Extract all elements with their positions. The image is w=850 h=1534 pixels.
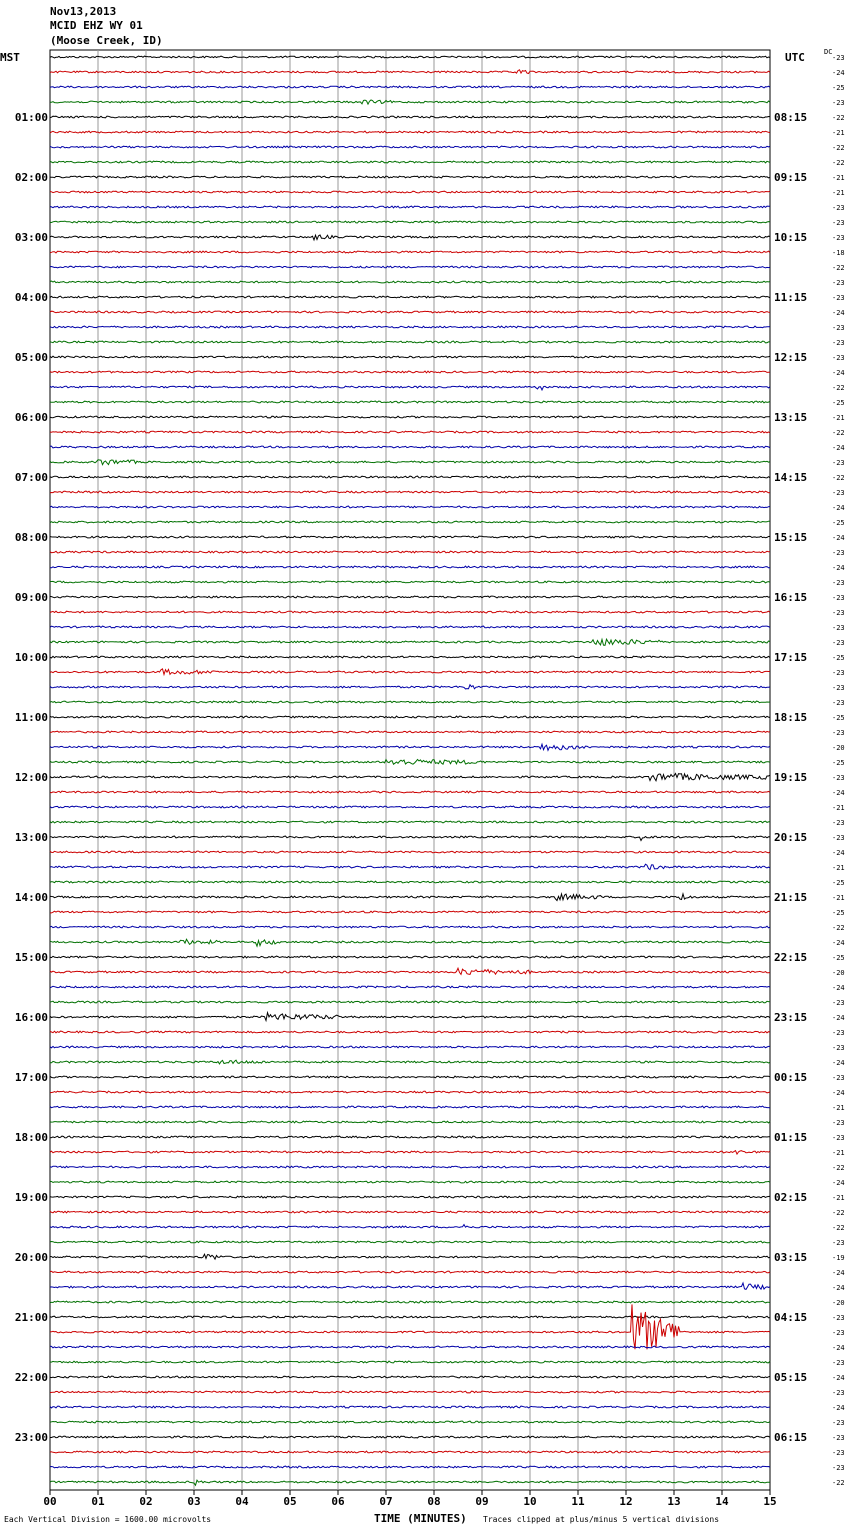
left-hour-label: 12:00 — [14, 771, 48, 784]
seismic-trace — [50, 296, 770, 298]
right-hour-label: 18:15 — [774, 711, 808, 724]
seismic-trace — [50, 1391, 770, 1393]
station-location: (Moose Creek, ID) — [50, 34, 163, 47]
dc-offset-value: -23 — [832, 1464, 845, 1472]
seismic-trace — [50, 416, 770, 418]
seismic-trace — [50, 1346, 770, 1348]
seismic-trace — [50, 1225, 770, 1228]
seismic-trace — [50, 551, 770, 553]
right-hour-label: 09:15 — [774, 171, 808, 184]
left-hour-label: 16:00 — [14, 1011, 48, 1024]
dc-offset-value: -23 — [832, 339, 845, 347]
left-hour-label: 17:00 — [14, 1071, 48, 1084]
seismic-trace — [50, 1196, 770, 1198]
seismic-trace — [50, 1031, 770, 1033]
dc-offset-value: -24 — [832, 1404, 845, 1412]
x-tick-label: 06 — [331, 1495, 345, 1508]
dc-offset-value: -21 — [832, 864, 845, 872]
x-axis-title: TIME (MINUTES) — [374, 1512, 467, 1525]
x-tick-label: 03 — [187, 1495, 201, 1508]
x-tick-label: 04 — [235, 1495, 249, 1508]
dc-offset-value: -23 — [832, 54, 845, 62]
dc-offset-value: -22 — [832, 1209, 845, 1217]
right-hour-label: 20:15 — [774, 831, 808, 844]
seismic-trace — [50, 566, 770, 568]
seismic-trace — [50, 116, 770, 118]
seismic-trace — [50, 1436, 770, 1438]
seismic-trace — [50, 1466, 770, 1468]
seismic-trace — [50, 100, 770, 104]
seismic-trace — [50, 1166, 770, 1168]
x-tick-label: 09 — [475, 1495, 489, 1508]
seismic-trace — [50, 881, 770, 883]
dc-offset-value: -24 — [832, 1269, 845, 1277]
seismic-trace — [50, 371, 770, 373]
right-hour-label: 23:15 — [774, 1011, 808, 1024]
clip-note: Traces clipped at plus/minus 5 vertical divisions — [483, 1515, 720, 1524]
dc-offset-value: -21 — [832, 189, 845, 197]
dc-offset-value: -24 — [832, 1089, 845, 1097]
dc-offset-value: -23 — [832, 1434, 845, 1442]
dc-offset-value: -21 — [832, 894, 845, 902]
seismic-trace — [50, 1304, 770, 1349]
x-tick-label: 15 — [763, 1495, 777, 1508]
dc-offset-value: -25 — [832, 519, 845, 527]
dc-offset-value: -22 — [832, 264, 845, 272]
dc-offset-value: -24 — [832, 1284, 845, 1292]
x-tick-label: 07 — [379, 1495, 393, 1508]
dc-offset-value: -23 — [832, 1359, 845, 1367]
x-tick-label: 05 — [283, 1495, 297, 1508]
dc-offset-value: -25 — [832, 954, 845, 962]
dc-offset-value: -24 — [832, 939, 845, 947]
dc-offset-value: -23 — [832, 1419, 845, 1427]
seismic-trace — [50, 1241, 770, 1243]
right-hour-label: 10:15 — [774, 231, 808, 244]
dc-offset-value: -22 — [832, 144, 845, 152]
seismic-trace — [50, 1421, 770, 1423]
right-hour-label: 11:15 — [774, 291, 808, 304]
seismic-trace — [50, 266, 770, 268]
dc-offset-value: -23 — [832, 1134, 845, 1142]
seismic-trace — [50, 476, 770, 478]
dc-offset-value: -23 — [832, 819, 845, 827]
seismic-trace — [50, 1376, 770, 1378]
dc-offset-value: -22 — [832, 1224, 845, 1232]
dc-offset-value: -20 — [832, 969, 845, 977]
dc-offset-value: -23 — [832, 834, 845, 842]
seismic-trace — [50, 536, 770, 538]
dc-offset-value: -23 — [832, 1074, 845, 1082]
seismic-trace — [50, 506, 770, 508]
dc-offset-value: -23 — [832, 219, 845, 227]
right-hour-label: 21:15 — [774, 891, 808, 904]
seismic-trace — [50, 911, 770, 913]
left-hour-label: 20:00 — [14, 1251, 48, 1264]
seismic-trace — [50, 731, 770, 733]
seismic-trace — [50, 431, 770, 433]
seismic-trace — [50, 851, 770, 853]
right-hour-label: 16:15 — [774, 591, 808, 604]
seismic-trace — [50, 774, 770, 781]
right-hour-label: 22:15 — [774, 951, 808, 964]
x-tick-label: 10 — [523, 1495, 537, 1508]
dc-offset-value: -23 — [832, 1389, 845, 1397]
seismic-trace — [50, 326, 770, 328]
seismic-trace — [50, 1151, 770, 1155]
seismic-trace — [50, 161, 770, 163]
left-hour-label: 07:00 — [14, 471, 48, 484]
dc-offset-value: -22 — [832, 1479, 845, 1487]
dc-offset-header: DC — [824, 48, 833, 56]
left-hour-label: 06:00 — [14, 411, 48, 424]
dc-offset-value: -23 — [832, 1449, 845, 1457]
dc-offset-value: -24 — [832, 1344, 845, 1352]
dc-offset-value: -23 — [832, 99, 845, 107]
dc-offset-value: -18 — [832, 249, 845, 257]
x-tick-label: 01 — [91, 1495, 105, 1508]
seismic-trace — [50, 251, 770, 253]
seismic-trace — [50, 191, 770, 193]
left-hour-label: 01:00 — [14, 111, 48, 124]
seismic-trace — [50, 311, 770, 313]
x-tick-label: 12 — [619, 1495, 633, 1508]
dc-offset-value: -22 — [832, 384, 845, 392]
dc-offset-value: -22 — [832, 429, 845, 437]
dc-offset-value: -21 — [832, 1194, 845, 1202]
seismic-trace — [50, 716, 770, 718]
left-timezone-label: MST — [0, 51, 20, 64]
seismic-trace — [50, 1001, 770, 1003]
dc-offset-value: -24 — [832, 1059, 845, 1067]
left-hour-label: 23:00 — [14, 1431, 48, 1444]
dc-offset-value: -21 — [832, 174, 845, 182]
right-timezone-label: UTC — [785, 51, 805, 64]
dc-offset-value: -23 — [832, 999, 845, 1007]
seismic-trace — [50, 1283, 770, 1289]
dc-offset-value: -23 — [832, 1119, 845, 1127]
seismic-trace — [50, 1076, 770, 1078]
seismic-trace — [50, 1106, 770, 1108]
dc-offset-value: -21 — [832, 1149, 845, 1157]
seismic-trace — [50, 131, 770, 133]
seismic-trace — [50, 806, 770, 808]
dc-offset-value: -24 — [832, 984, 845, 992]
dc-offset-value: -22 — [832, 1164, 845, 1172]
dc-offset-value: -25 — [832, 399, 845, 407]
left-hour-label: 22:00 — [14, 1371, 48, 1384]
seismic-trace — [50, 1013, 770, 1021]
dc-offset-value: -24 — [832, 1014, 845, 1022]
dc-offset-value: -23 — [832, 324, 845, 332]
seismic-trace — [50, 341, 770, 343]
dc-offset-value: -23 — [832, 279, 845, 287]
seismic-trace — [50, 86, 770, 88]
seismic-trace — [50, 491, 770, 493]
right-hour-label: 06:15 — [774, 1431, 808, 1444]
seismic-trace — [50, 460, 770, 465]
seismic-trace — [50, 56, 770, 58]
seismic-trace — [50, 446, 770, 448]
x-tick-label: 14 — [715, 1495, 729, 1508]
left-hour-label: 04:00 — [14, 291, 48, 304]
right-hour-label: 12:15 — [774, 351, 808, 364]
seismic-trace — [50, 356, 770, 358]
dc-offset-value: -24 — [832, 444, 845, 452]
dc-offset-value: -23 — [832, 1239, 845, 1247]
seismic-trace — [50, 894, 770, 901]
dc-offset-value: -23 — [832, 1029, 845, 1037]
dc-offset-value: -23 — [832, 459, 845, 467]
x-tick-label: 00 — [43, 1495, 57, 1508]
seismic-trace — [50, 1254, 770, 1259]
dc-offset-value: -23 — [832, 1314, 845, 1322]
seismic-trace — [50, 176, 770, 178]
scale-note: Each Vertical Division = 1600.00 microvolts — [4, 1515, 212, 1524]
seismic-trace — [50, 1406, 770, 1408]
dc-offset-value: -24 — [832, 849, 845, 857]
dc-offset-value: -22 — [832, 474, 845, 482]
dc-offset-value: -25 — [832, 879, 845, 887]
seismic-trace — [50, 1301, 770, 1303]
dc-offset-value: -23 — [832, 234, 845, 242]
seismic-trace — [50, 1136, 770, 1138]
right-hour-label: 13:15 — [774, 411, 808, 424]
right-hour-label: 02:15 — [774, 1191, 808, 1204]
dc-offset-value: -22 — [832, 924, 845, 932]
dc-offset-value: -24 — [832, 789, 845, 797]
dc-offset-value: -23 — [832, 594, 845, 602]
right-hour-label: 05:15 — [774, 1371, 808, 1384]
dc-offset-value: -21 — [832, 804, 845, 812]
right-hour-label: 04:15 — [774, 1311, 808, 1324]
dc-offset-value: -23 — [832, 669, 845, 677]
seismic-trace — [50, 581, 770, 583]
seismic-trace — [50, 864, 770, 869]
left-hour-label: 05:00 — [14, 351, 48, 364]
dc-offset-value: -24 — [832, 1179, 845, 1187]
seismic-trace — [50, 926, 770, 928]
seismic-trace — [50, 1271, 770, 1273]
left-hour-label: 18:00 — [14, 1131, 48, 1144]
seismic-trace — [50, 1121, 770, 1123]
dc-offset-value: -23 — [832, 579, 845, 587]
seismic-trace — [50, 701, 770, 703]
seismic-trace — [50, 836, 770, 840]
right-hour-label: 19:15 — [774, 771, 808, 784]
seismic-trace — [50, 626, 770, 628]
dc-offset-value: -25 — [832, 759, 845, 767]
dc-offset-value: -23 — [832, 684, 845, 692]
dc-offset-value: -23 — [832, 354, 845, 362]
left-hour-label: 08:00 — [14, 531, 48, 544]
left-hour-label: 14:00 — [14, 891, 48, 904]
dc-offset-value: -23 — [832, 204, 845, 212]
seismic-trace — [50, 221, 770, 223]
seismic-trace — [50, 1211, 770, 1213]
seismic-trace — [50, 986, 770, 988]
seismic-trace — [50, 281, 770, 283]
seismic-trace — [50, 744, 770, 750]
dc-offset-value: -22 — [832, 114, 845, 122]
dc-offset-value: -24 — [832, 534, 845, 542]
seismic-trace — [50, 669, 770, 675]
dc-offset-value: -23 — [832, 699, 845, 707]
station-code: MCID EHZ WY 01 — [50, 19, 143, 32]
right-hour-label: 00:15 — [774, 1071, 808, 1084]
right-hour-label: 08:15 — [774, 111, 808, 124]
right-hour-label: 15:15 — [774, 531, 808, 544]
seismic-trace — [50, 386, 770, 390]
seismic-trace — [50, 1361, 770, 1363]
dc-offset-value: -23 — [832, 609, 845, 617]
seismic-trace — [50, 1181, 770, 1183]
dc-offset-value: -25 — [832, 84, 845, 92]
dc-offset-value: -23 — [832, 294, 845, 302]
left-hour-label: 19:00 — [14, 1191, 48, 1204]
seismic-trace — [50, 401, 770, 403]
seismic-trace — [50, 939, 770, 946]
seismic-trace — [50, 791, 770, 793]
seismic-trace — [50, 70, 770, 74]
seismic-trace — [50, 968, 770, 974]
seismic-trace — [50, 1091, 770, 1093]
seismic-trace — [50, 760, 770, 765]
seismic-trace — [50, 206, 770, 208]
seismic-trace — [50, 235, 770, 240]
left-hour-label: 03:00 — [14, 231, 48, 244]
dc-offset-value: -23 — [832, 729, 845, 737]
dc-offset-value: -24 — [832, 564, 845, 572]
seismic-trace — [50, 1316, 770, 1318]
seismic-trace — [50, 1060, 770, 1064]
left-hour-label: 10:00 — [14, 651, 48, 664]
seismic-trace — [50, 146, 770, 148]
dc-offset-value: -23 — [832, 639, 845, 647]
dc-offset-value: -23 — [832, 624, 845, 632]
seismic-trace — [50, 956, 770, 958]
x-tick-label: 11 — [571, 1495, 585, 1508]
dc-offset-value: -23 — [832, 774, 845, 782]
right-hour-label: 17:15 — [774, 651, 808, 664]
seismic-trace — [50, 611, 770, 613]
dc-offset-value: -21 — [832, 1104, 845, 1112]
seismic-trace — [50, 596, 770, 598]
seismic-trace — [50, 1451, 770, 1453]
dc-offset-value: -21 — [832, 414, 845, 422]
left-hour-label: 21:00 — [14, 1311, 48, 1324]
dc-offset-value: -23 — [832, 549, 845, 557]
seismic-trace — [50, 1046, 770, 1048]
dc-offset-value: -25 — [832, 909, 845, 917]
left-hour-label: 09:00 — [14, 591, 48, 604]
seismic-trace — [50, 639, 770, 645]
left-hour-label: 11:00 — [14, 711, 48, 724]
dc-offset-value: -23 — [832, 1044, 845, 1052]
dc-offset-value: -24 — [832, 1374, 845, 1382]
left-hour-label: 02:00 — [14, 171, 48, 184]
dc-offset-value: -22 — [832, 159, 845, 167]
x-tick-label: 13 — [667, 1495, 681, 1508]
record-date: Nov13,2013 — [50, 5, 117, 18]
dc-offset-value: -19 — [832, 1254, 845, 1262]
right-hour-label: 14:15 — [774, 471, 808, 484]
seismic-trace — [50, 521, 770, 523]
left-hour-label: 15:00 — [14, 951, 48, 964]
seismic-trace — [50, 656, 770, 658]
dc-offset-value: -23 — [832, 489, 845, 497]
dc-offset-value: -24 — [832, 504, 845, 512]
seismic-trace — [50, 685, 770, 689]
dc-offset-value: -23 — [832, 1329, 845, 1337]
dc-offset-value: -25 — [832, 654, 845, 662]
right-hour-label: 03:15 — [774, 1251, 808, 1264]
x-tick-label: 08 — [427, 1495, 441, 1508]
dc-offset-value: -25 — [832, 714, 845, 722]
left-hour-label: 13:00 — [14, 831, 48, 844]
dc-offset-value: -21 — [832, 129, 845, 137]
seismic-trace — [50, 821, 770, 823]
x-tick-label: 02 — [139, 1495, 153, 1508]
seismic-trace — [50, 1480, 770, 1485]
right-hour-label: 01:15 — [774, 1131, 808, 1144]
dc-offset-value: -20 — [832, 1299, 845, 1307]
dc-offset-value: -20 — [832, 744, 845, 752]
dc-offset-value: -24 — [832, 309, 845, 317]
dc-offset-value: -24 — [832, 69, 845, 77]
dc-offset-value: -24 — [832, 369, 845, 377]
